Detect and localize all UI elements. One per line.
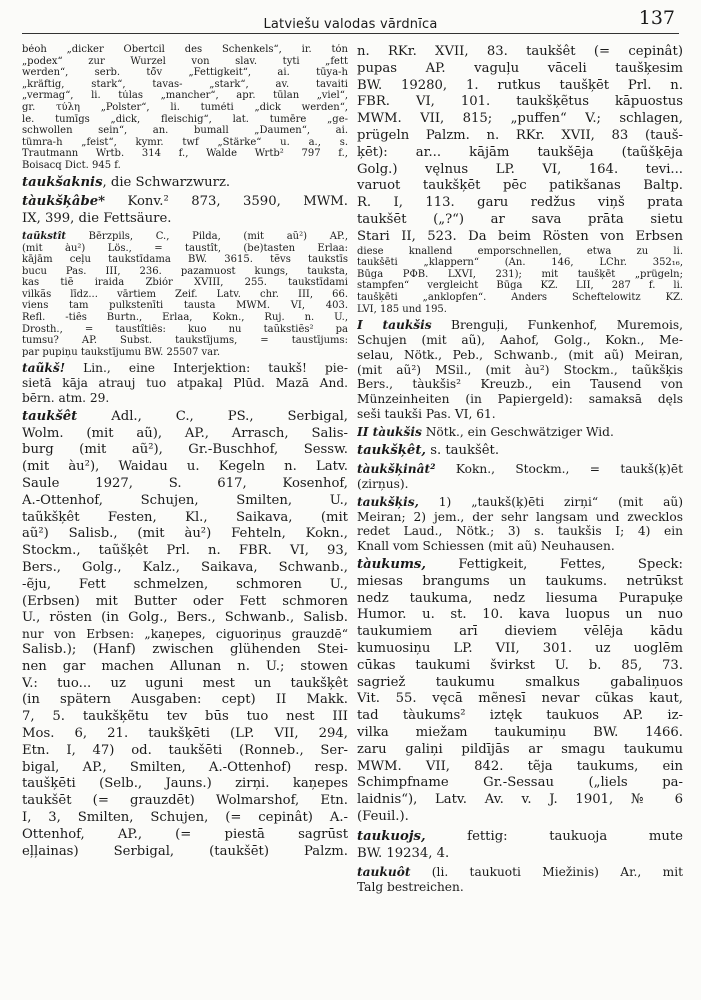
text-line: Schimpfname Gr.-Sessau („liels pa- [357, 775, 683, 791]
text-line: MWM. VII, 842. tẽja taukums, ein [357, 758, 683, 774]
text-line: nur von Erbsen: „kaņepes, ciguoriņus grauzdē“ [22, 627, 348, 642]
text-line: Bers., Golg., Kalz., Saikava, Schwanb., [22, 560, 348, 576]
entry-headword: taukšaknis [22, 174, 103, 190]
text-line: I, 3, Smilten, Schujen, (= cepinât) A.- [22, 809, 348, 825]
text-line: taukšķis, 1) „taukš(ķ)ēti zirņi“ (mit aũ) [357, 494, 683, 509]
left-column [22, 44, 348, 860]
text-line: taukšēt („?“) ar sava prāta sietu [357, 211, 683, 227]
text-line: Drosth., = taustîtiês: kuo nu taũkstiẽs² pa [22, 323, 348, 335]
text-line: Talg bestreichen. [357, 880, 464, 895]
text-line: bigal, AP., Smilten, A.-Ottenhof) resp. [22, 759, 348, 775]
entry-headword: tàukšķâbe* [22, 194, 105, 210]
entry-headword: tàukšķinât² [357, 462, 436, 477]
text-line: burg (mit aũ²), Gr.-Buschhof, Sessw. [22, 442, 348, 458]
text-line: tümra-ḣ „feist“, kymr. twf „Stärke“ u. a., s. [22, 136, 348, 148]
text-line: Stockm., taũšķêt Prl. n. FBR. VI, 93, [22, 543, 348, 559]
text-line: bērn. atm. 29. [22, 391, 110, 406]
text-line: seši taukši Pas. VI, 61. [357, 406, 496, 421]
text-line: MWM. VII, 815; „puffen“ V.; schlagen, [357, 111, 683, 127]
text-line: taukumiem arī dieviem vēlēja kādu [357, 624, 683, 640]
text-line: Stari II, 523. Da beim Rösten von Erbsen [357, 228, 683, 244]
text-line: taũkstît Bērzpils, C., Pilda, (mit aũ²) AP., [22, 230, 348, 242]
text-line: zaru galiņi pildījās ar smagu taukumu [357, 741, 683, 757]
text-line: Būga PФB. LXVI, 231); mit taušķēt „prügeln; [357, 268, 683, 280]
text-line: Vit. 55. vęcā mẽnesī nevar cũkas kaut, [357, 691, 683, 707]
text-line: tàukšķâbe* Konv.² 873, 3590, MWM. [22, 194, 348, 210]
text-line: tad tàukums² iztęk taukuos AP. iz- [357, 708, 683, 724]
text-line: taušķēti (Selb., Jauns.) zirņi. kaņepes [22, 776, 348, 792]
text-line: Refl. -tiês Burtn., Erlaa, Kokn., Ruj. n. U., [22, 312, 348, 324]
entry-headword: taukuojs, [357, 828, 426, 844]
text-line: ḃéoh „dicker Obertcil des Schenkels“, ir. tón [22, 44, 348, 55]
text-line: R. I, 113. garu redžus viņš prata [357, 195, 683, 211]
text-line: vilka miežam taukumiņu BW. 1466. [357, 725, 683, 741]
text-line: schwollen sein“, an. ḃumall „Daumen“, ai. [22, 125, 348, 137]
text-line: kas tiẽ iraida Zbiór XVIII, 255. taukstīdami [22, 277, 348, 289]
text-line: 7, 5. taukšķẽtu tev būs tuo nest III [22, 709, 348, 725]
text-line: ķēt): ar... kājām taukšēja (taũšķēja [357, 144, 683, 160]
text-line: prügeln Palzm. n. RKr. XVII, 83 (tauš- [357, 127, 683, 143]
right-column [357, 44, 683, 898]
text-line: Boisacq Dict. 945 f. [22, 159, 121, 171]
text-line: „vermag“, li. túlas „mancher“, apr. tūlan „viel“, [22, 90, 348, 102]
text-line: Schujen (mit aũ), Aahof, Golg., Kokn., Me- [357, 332, 683, 347]
text-line: taukuôt (li. taukuoti Miežinis) Ar., mit [357, 865, 683, 880]
text-line: nedz taukuma, nedz liesuma Purapuķe [357, 590, 683, 606]
text-line: sagriež taukumu smalkus gabaliņuos [357, 674, 683, 690]
text-line: viens tam pulkstenīti tausta MWM. VI, 403. [22, 300, 348, 312]
text-line: taukšēt (= grauzdēt) Wolmarshof, Etn. [22, 793, 348, 809]
text-line: cūkas taukumi švirkst U. b. 85, 73. [357, 657, 683, 673]
text-line: aũ²) Salisb., (mit àu²) Fehteln, Kokn., [22, 526, 348, 542]
text-line: (Feuil.). [357, 809, 409, 825]
text-line: Trautmann Wrtb. 314 f., Walde Wrtb² 797 f., [22, 148, 348, 160]
text-line: II tàukšis Nötk., ein Geschwätziger Wid. [357, 424, 614, 439]
text-line: taũkš! Lin., eine Interjektion: taukš! pie- [22, 361, 348, 376]
text-line: Bers., tàukšis² Kreuzb., ein Tausend von [357, 377, 683, 392]
text-line: Golg.) vęlnus LP. VI, 164. tevi... [357, 161, 683, 177]
entry-headword: taukšķis, [357, 494, 419, 509]
text-line: varuot taukšķēt pēc patikšanas Baltp. [357, 178, 683, 194]
text-line: kumuosiņu LP. VII, 301. uz uoglēm [357, 641, 683, 657]
text-line: Etn. I, 47) od. taukšēti (Ronneb., Ser- [22, 742, 348, 758]
page-header [22, 4, 679, 32]
text-line: IX, 399, die Fettsäure. [22, 211, 172, 227]
text-line: Meiran; 2) jem., der sehr langsam und zwecklos [357, 509, 683, 524]
text-line: pupas AP. vaguļu vāceli taušķesim [357, 60, 683, 76]
text-line: laidnis“), Latv. Av. v. J. 1901, № 6 [357, 792, 683, 808]
running-title: Latviešu valodas vārdnīca [263, 17, 438, 32]
text-line: (mit àu²), Waidau u. Kegeln n. Latv. [22, 459, 348, 475]
text-line: werden“, serb. tô̄v „Fettigkeit“, ai. tūya-ḣ [22, 67, 348, 79]
text-line: Mos. 6, 21. taukšķēti (LP. VII, 294, [22, 725, 348, 741]
text-line: redet Laud., Nötk.; 3) s. taukšis I; 4) ein [357, 524, 683, 539]
text-line: (mit àu²) Lös., = taustît, (be)tasten Erlaa: [22, 242, 348, 254]
text-line: V.: tuo... uz uguni mest un taukšķêt [22, 675, 348, 691]
text-line: (mit aũ²) MSil., (mit àu²) Stockm., taũkšķis [357, 362, 683, 377]
text-line: Wolm. (mit aũ), AP., Arrasch, Salis- [22, 425, 348, 441]
entry-headword: taukšķêt, [357, 442, 426, 458]
text-line: tumsu? AP. Subst. taukstījums, = taustījums: [22, 335, 348, 347]
text-line: „podex“ zur Wurzel von slav. tyti „fett [22, 55, 348, 67]
text-line: miesas brangums un taukums. netrūkst [357, 573, 683, 589]
entry-headword: taukuôt [357, 865, 411, 880]
text-line: Salisb.); (Hanf) zwischen glühenden Stei- [22, 642, 348, 657]
text-line: selau, Nötk., Peb., Schwanb., (mit aũ) Meiran, [357, 347, 683, 362]
text-line: tàukums, Fettigkeit, Fettes, Speck: [357, 557, 683, 573]
text-line: n. RKr. XVII, 83. taukšêt (= cepinât) [357, 44, 683, 59]
entry-headword: taukšêt [22, 408, 78, 424]
text-line: par pupiņu taukstījumu BW. 25507 var. [22, 346, 220, 358]
text-line: I taukšis Brenguļi, Funkenhof, Muremois, [357, 318, 683, 333]
text-line: stampfen“ vergleicht Būga KZ. LII, 287 f. li. [357, 280, 683, 292]
text-line: sietā kāja atrauj tuo atpakaļ Plūd. Mazā And. [22, 376, 348, 391]
text-line: BW. 19234, 4. [357, 845, 450, 861]
text-line: taukuojs, fettig: taukuoja mute [357, 828, 683, 844]
text-line: diese knallend emporschnellen, etwa zu li. [357, 245, 683, 257]
text-line: Knall vom Schiessen (mit aũ) Neuhausen. [357, 539, 615, 554]
text-line: nen gar machen Allunan n. U.; stowen [22, 658, 348, 674]
text-line: FBR. VI, 101. taukšķẽtus kāpuostus [357, 94, 683, 110]
text-line: eļļainas) Serbigal, (taukšēt) Palzm. [22, 843, 348, 859]
text-line: taũkšķêt Festen, Kl., Saikava, (mit [22, 509, 348, 525]
entry-headword: tàukums, [357, 557, 426, 573]
text-line: „kräftig, stark“, tavas- „stark“, av. tavaiti [22, 78, 348, 90]
entry-headword: taũkstît [22, 230, 66, 242]
page-number: 137 [638, 7, 675, 29]
text-line: A.-Ottenhof, Schujen, Smilten, U., [22, 492, 348, 508]
text-line: U., rösten (in Golg., Bers., Schwanb., Salisb. [22, 610, 348, 626]
text-line: kājām ceļu taukstīdama BW. 3615. tẽvs taukstīs [22, 254, 348, 266]
text-line: (in spätern Ausgaben: cept) II Makk. [22, 692, 348, 708]
text-line: Humor. u. st. 10. kava luopus un nuo [357, 607, 683, 623]
text-line: Saule 1927, S. 617, Kosenhof, [22, 476, 348, 492]
text-line: taukšaknis, die Schwarzwurz. [22, 174, 231, 190]
header-rule [22, 33, 679, 34]
entry-headword: taũkš! [22, 361, 66, 376]
text-line: Münzeinheiten (in Papiergeld): samaksā dęls [357, 392, 683, 407]
text-line: Ottenhof, AP., (= piestā sagrūst [22, 826, 348, 842]
text-line: vilkãs līdz... vārtiem Zeif. Latv. chr. III, 66. [22, 288, 348, 300]
text-line: taukšķêt, s. taukšêt. [357, 442, 500, 458]
entry-headword: I taukšis [357, 318, 432, 333]
text-line: -ẽju, Fett schmelzen, schmoren U., [22, 576, 348, 592]
text-line: (Erbsen) mit Butter oder Fett schmoren [22, 593, 348, 609]
text-line: taukšēti „klappern“ (An. 146, LChr. 352₁₆, [357, 257, 683, 269]
entry-headword: II tàukšis [357, 424, 422, 439]
text-line: BW. 19280, 1. rutkus taušķēt Prl. n. [357, 77, 683, 93]
text-line: le. tumīgs „dick, fleischig“, lat. tumēre „ge- [22, 113, 348, 125]
text-line: bucu Pas. III, 236. pazamuost kungs, taukstа, [22, 265, 348, 277]
text-line: LVI, 185 und 195. [357, 303, 447, 315]
text-line: (zirņus). [357, 477, 409, 492]
text-line: taušķēti „anklopfen“. Anders Scheftelowitz KZ. [357, 291, 683, 303]
text-line: tàukšķinât² Kokn., Stockm., = taukš(ķ)ēt [357, 462, 683, 477]
text-line: gr. τύλη „Polster“, li. tuméti „dick werden“, [22, 101, 348, 113]
text-line: taukšêt Adl., C., PS., Serbigal, [22, 408, 348, 424]
